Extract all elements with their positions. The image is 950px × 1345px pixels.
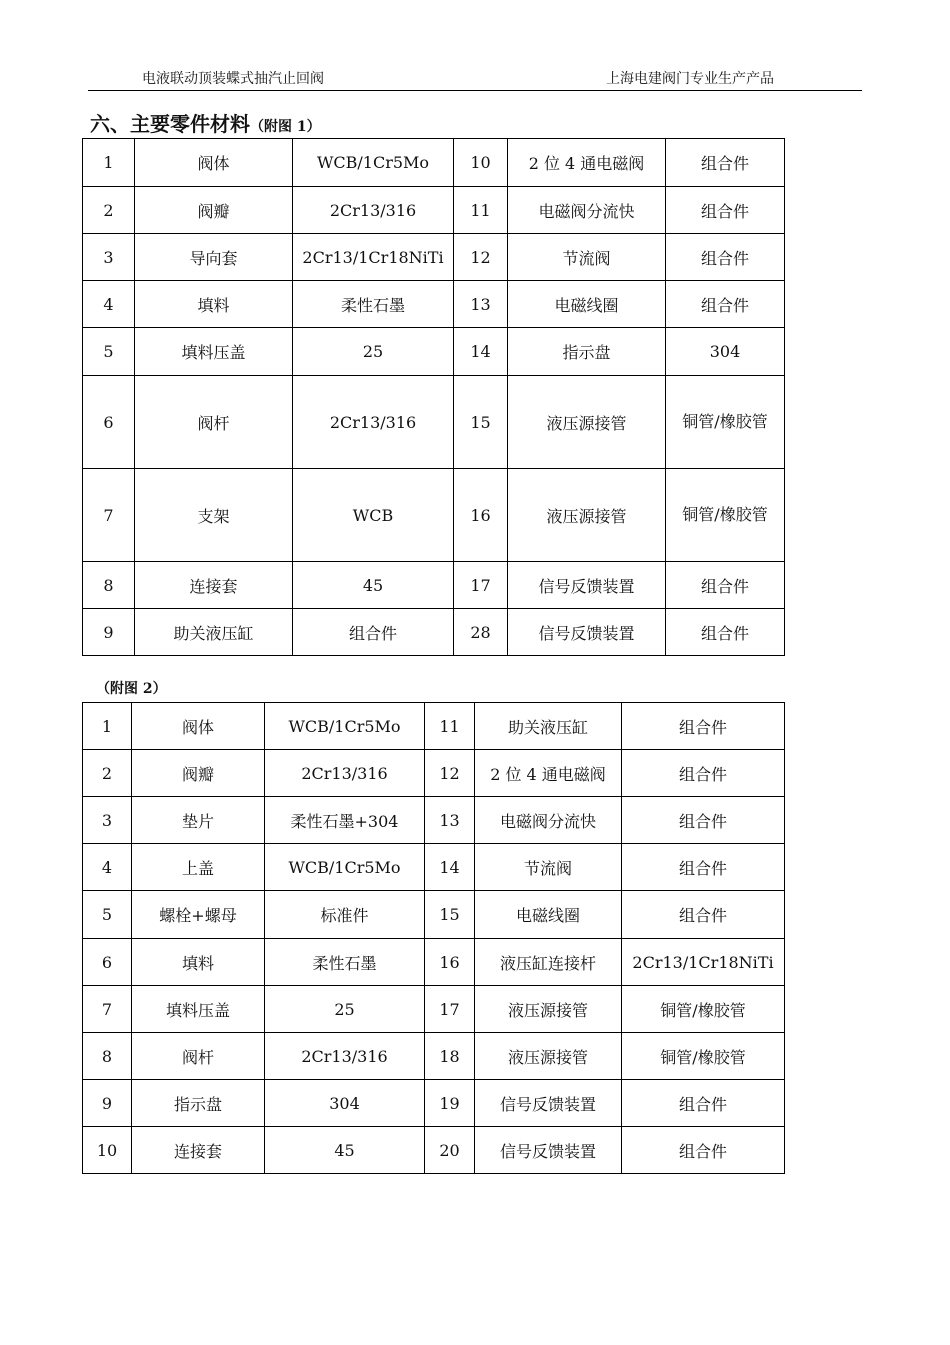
table-cell-part-name: 连接套: [132, 1127, 265, 1174]
table-cell-material: 组合件: [622, 750, 785, 797]
table-cell-item-number: 28: [454, 609, 508, 656]
table-cell-item-number: 11: [454, 187, 508, 234]
table-cell-item-number: 5: [83, 328, 135, 376]
table-cell-material: 2Cr13/1Cr18NiTi: [293, 234, 454, 281]
table-cell-item-number: 12: [425, 750, 475, 797]
table-cell-part-name: 填料压盖: [135, 328, 293, 376]
table-cell-material: 铜管/橡胶管: [622, 986, 785, 1033]
table-cell-item-number: 11: [425, 703, 475, 750]
table-row: [83, 469, 785, 562]
section-title-text: 六、主要零件材料: [90, 112, 250, 136]
table-cell-material: 2Cr13/316: [265, 750, 425, 797]
parts-materials-table-fig2: [82, 702, 785, 1174]
table-cell-item-number: 15: [454, 376, 508, 469]
table-cell-item-number: 3: [83, 797, 132, 844]
table-cell-part-name: 阀体: [135, 139, 293, 187]
table-cell-part-name: 阀瓣: [135, 187, 293, 234]
table-row: [83, 376, 785, 469]
table-cell-material: 铜管/橡胶管: [622, 1033, 785, 1080]
table-cell-part-name: 助关液压缸: [135, 609, 293, 656]
table-cell-material: 柔性石墨+304: [265, 797, 425, 844]
table-row: [83, 562, 785, 609]
parts-materials-table-fig1: [82, 138, 785, 656]
table-cell-part-name: 填料: [135, 281, 293, 328]
table-row: [83, 891, 785, 939]
table-cell-item-number: 1: [83, 139, 135, 187]
table-cell-material: WCB/1Cr5Mo: [265, 844, 425, 891]
table-cell-item-number: 6: [83, 939, 132, 986]
table-cell-part-name: 液压源接管: [508, 469, 666, 562]
table-cell-material: WCB/1Cr5Mo: [265, 703, 425, 750]
table-row: [83, 844, 785, 891]
table-row: [83, 281, 785, 328]
table-cell-item-number: 10: [454, 139, 508, 187]
table-row: [83, 1080, 785, 1127]
table-cell-item-number: 12: [454, 234, 508, 281]
table-cell-item-number: 16: [454, 469, 508, 562]
table-cell-part-name: 节流阀: [475, 844, 622, 891]
table-cell-part-name: 信号反馈装置: [508, 609, 666, 656]
table-cell-item-number: 4: [83, 281, 135, 328]
figure2-label: （附图 2）: [96, 681, 167, 697]
table-row: [83, 328, 785, 376]
table-cell-material: 组合件: [622, 1080, 785, 1127]
table-cell-part-name: 垫片: [132, 797, 265, 844]
table-cell-material: 组合件: [622, 891, 785, 939]
table-cell-material: 25: [293, 328, 454, 376]
table-cell-item-number: 10: [83, 1127, 132, 1174]
table-cell-item-number: 7: [83, 986, 132, 1033]
table-row: [83, 986, 785, 1033]
table-cell-part-name: 阀杆: [135, 376, 293, 469]
table-cell-part-name: 阀杆: [132, 1033, 265, 1080]
table-cell-item-number: 1: [83, 703, 132, 750]
table-cell-item-number: 17: [454, 562, 508, 609]
table-cell-item-number: 4: [83, 844, 132, 891]
table-cell-item-number: 14: [454, 328, 508, 376]
table-cell-material: 组合件: [666, 562, 785, 609]
table-cell-material: 2Cr13/316: [293, 187, 454, 234]
table-cell-item-number: 2: [83, 750, 132, 797]
section-subtitle: （附图 1）: [250, 119, 321, 135]
table-cell-material: 2Cr13/316: [265, 1033, 425, 1080]
table-cell-part-name: 电磁阀分流快: [508, 187, 666, 234]
table-row: [83, 939, 785, 986]
section-title: [90, 108, 321, 137]
table-cell-material: 2Cr13/1Cr18NiTi: [622, 939, 785, 986]
table-cell-part-name: 指示盘: [508, 328, 666, 376]
table-cell-part-name: 支架: [135, 469, 293, 562]
header-document-title: 电液联动顶装蝶式抽汽止回阀: [142, 71, 324, 87]
table-row: [83, 187, 785, 234]
table-cell-part-name: 上盖: [132, 844, 265, 891]
table-cell-part-name: 阀体: [132, 703, 265, 750]
table-cell-item-number: 3: [83, 234, 135, 281]
table-cell-item-number: 8: [83, 1033, 132, 1080]
table-cell-item-number: 14: [425, 844, 475, 891]
table-cell-material: 304: [666, 328, 785, 376]
table-cell-material: 柔性石墨: [293, 281, 454, 328]
table-cell-material: 25: [265, 986, 425, 1033]
table-cell-item-number: 16: [425, 939, 475, 986]
table-cell-item-number: 6: [83, 376, 135, 469]
table-cell-part-name: 阀瓣: [132, 750, 265, 797]
table-cell-part-name: 导向套: [135, 234, 293, 281]
table-cell-part-name: 2 位 4 通电磁阀: [508, 139, 666, 187]
table-cell-material: 45: [293, 562, 454, 609]
table-cell-item-number: 2: [83, 187, 135, 234]
table-cell-material: 组合件: [666, 281, 785, 328]
table-row: [83, 703, 785, 750]
table-cell-part-name: 节流阀: [508, 234, 666, 281]
table-cell-part-name: 螺栓+螺母: [132, 891, 265, 939]
table-row: [83, 234, 785, 281]
table-cell-item-number: 7: [83, 469, 135, 562]
table-cell-part-name: 液压源接管: [475, 1033, 622, 1080]
table-cell-item-number: 13: [425, 797, 475, 844]
header-divider: [88, 90, 862, 91]
table-cell-item-number: 19: [425, 1080, 475, 1127]
table-cell-item-number: 13: [454, 281, 508, 328]
table-cell-material: 组合件: [622, 797, 785, 844]
table-cell-part-name: 填料压盖: [132, 986, 265, 1033]
table-cell-material: 组合件: [666, 609, 785, 656]
table-cell-material: 组合件: [666, 187, 785, 234]
table-cell-material: 组合件: [293, 609, 454, 656]
table-cell-part-name: 指示盘: [132, 1080, 265, 1127]
table-cell-part-name: 信号反馈装置: [475, 1127, 622, 1174]
table-cell-part-name: 液压源接管: [475, 986, 622, 1033]
table-cell-item-number: 9: [83, 1080, 132, 1127]
table-cell-material: 45: [265, 1127, 425, 1174]
table-row: [83, 750, 785, 797]
table-cell-material: WCB/1Cr5Mo: [293, 139, 454, 187]
table-cell-part-name: 信号反馈装置: [508, 562, 666, 609]
table-cell-part-name: 液压缸连接杆: [475, 939, 622, 986]
header-company-tagline: 上海电建阀门专业生产产品: [606, 71, 774, 87]
table-cell-item-number: 17: [425, 986, 475, 1033]
table-cell-material: 组合件: [622, 1127, 785, 1174]
table-cell-item-number: 20: [425, 1127, 475, 1174]
table-row: [83, 797, 785, 844]
table-cell-material: 组合件: [622, 703, 785, 750]
table-cell-part-name: 电磁阀分流快: [475, 797, 622, 844]
table-cell-material: WCB: [293, 469, 454, 562]
table-cell-material: 304: [265, 1080, 425, 1127]
table-cell-part-name: 液压源接管: [508, 376, 666, 469]
table-cell-item-number: 8: [83, 562, 135, 609]
table-cell-material: 柔性石墨: [265, 939, 425, 986]
table-cell-item-number: 5: [83, 891, 132, 939]
table-row: [83, 1033, 785, 1080]
table-cell-material: 铜管/橡胶管: [666, 376, 785, 469]
table-cell-part-name: 2 位 4 通电磁阀: [475, 750, 622, 797]
table-cell-material: 组合件: [666, 139, 785, 187]
table-cell-material: 标准件: [265, 891, 425, 939]
table-cell-part-name: 电磁线圈: [475, 891, 622, 939]
table-cell-part-name: 信号反馈装置: [475, 1080, 622, 1127]
table-cell-material: 铜管/橡胶管: [666, 469, 785, 562]
table-row: [83, 609, 785, 656]
table-cell-part-name: 填料: [132, 939, 265, 986]
table-cell-part-name: 电磁线圈: [508, 281, 666, 328]
table-cell-item-number: 15: [425, 891, 475, 939]
table-row: [83, 1127, 785, 1174]
table-cell-part-name: 助关液压缸: [475, 703, 622, 750]
table-cell-item-number: 18: [425, 1033, 475, 1080]
table-cell-part-name: 连接套: [135, 562, 293, 609]
table-row: [83, 139, 785, 187]
table-cell-material: 组合件: [666, 234, 785, 281]
table-cell-item-number: 9: [83, 609, 135, 656]
table-cell-material: 组合件: [622, 844, 785, 891]
table-cell-material: 2Cr13/316: [293, 376, 454, 469]
